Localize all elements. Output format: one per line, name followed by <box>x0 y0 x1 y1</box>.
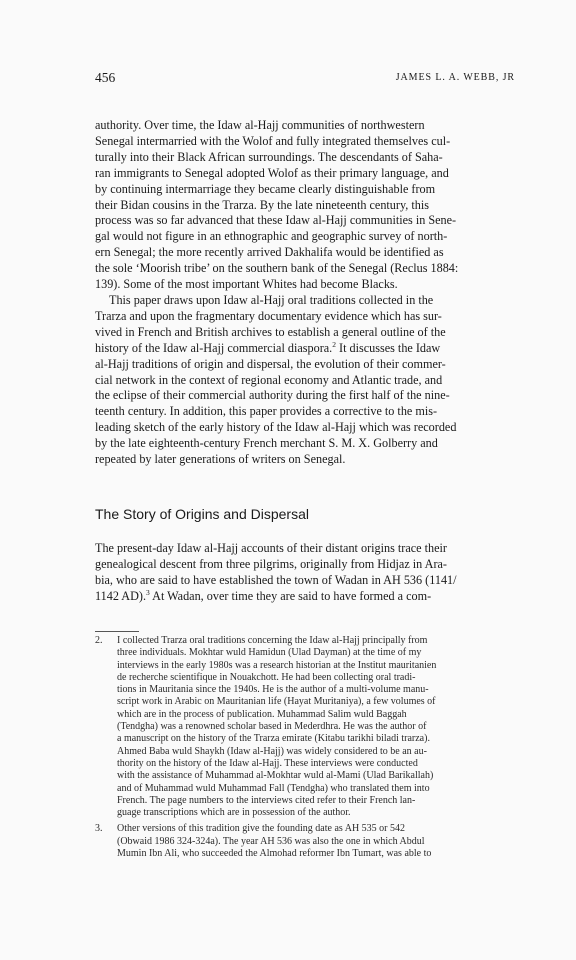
text-line: teenth century. In addition, this paper provides a corrective to the mis- <box>95 404 438 419</box>
text-line <box>95 589 517 605</box>
text-run: It discusses the Idaw <box>335 340 441 355</box>
footnote-line: (Obwaid 1986 324-324a). The year AH 536 was also the one in which Abdul <box>117 835 425 847</box>
text-line: The present-day Idaw al-Hajj accounts of their distant origins trace their <box>95 541 447 555</box>
footnote-line: which are in the process of publication. Muhammad Salim wuld Baggah <box>117 708 407 720</box>
footnote-line: and of Muhammad wuld Muhammad Fall (Tendgha) who translated them into <box>117 782 430 794</box>
footnote-number: 3. <box>95 823 103 835</box>
section-heading: The Story of Origins and Dispersal <box>95 506 309 522</box>
text-line: gal would not figure in an ethnographic and geographic survey of north- <box>95 229 448 244</box>
text-line: Senegal intermarried with the Wolof and fully integrated themselves cul- <box>95 133 451 148</box>
footnote-text: I collected Trarza oral traditions concerning the Idaw al-Hajj principally from <box>117 635 428 646</box>
footnote-number: 2. <box>95 635 103 646</box>
text-line: ran immigrants to Senegal adopted Wolof as their primary language, and <box>95 165 449 180</box>
text-run: history of the Idaw al-Hajj commercial diaspora. <box>95 340 333 355</box>
text-line: 139). Some of the most important Whites had become Blacks. <box>95 277 398 292</box>
footnote-line: a manuscript on the history of the Trarza emirate (Kitabu tarikhi biladi trarza). <box>117 733 430 745</box>
text-run: 1142 AD). <box>95 588 147 603</box>
footnote-line: French. The page numbers to the interviews cited refer to their French lan- <box>117 794 416 806</box>
footnote-line: with the assistance of Muhammad al-Mokhtar wuld al-Mami (Ulad Barikallah) <box>117 770 434 782</box>
paragraph-continued <box>95 118 517 293</box>
footnote-line: Ahmed Baba wuld Shaykh (Idaw al-Hajj) was widely considered to be an au- <box>117 745 427 757</box>
text-line: al-Hajj traditions of origin and dispersal, the evolution of their commer- <box>95 356 446 371</box>
text-line: ern Senegal; the more recently arrived Dakhalifa would be identified as <box>95 245 444 260</box>
paragraph-diaspora <box>95 293 517 468</box>
footnotes <box>95 635 520 860</box>
running-head-author: JAMES L. A. WEBB, JR <box>395 72 515 83</box>
footnote-line: guage transcriptions which are in possession of the author. <box>117 807 351 819</box>
text-line: their Bidan cousins in the Trarza. By the late nineteenth century, this <box>95 197 429 212</box>
text-line: turally into their Black African surroundings. The descendants of Saha- <box>95 149 443 164</box>
footnote-text: Other versions of this tradition give the founding date as AH 535 or 542 <box>117 823 406 835</box>
text-line: This paper draws upon Idaw al-Hajj oral traditions collected in the <box>109 292 434 307</box>
text-run: At Wadan, over time they are said to have formed a com- <box>149 588 432 603</box>
footnote-line: three individuals. Mokhtar wuld Hamidun (Ulad Dayman) at the time of my <box>117 647 422 659</box>
text-line: Trarza and upon the fragmentary documentary evidence which has sur- <box>95 308 442 323</box>
body-text <box>95 118 517 468</box>
text-line: vived in French and British archives to establish a general outline of the <box>95 324 446 339</box>
text-line: the sole ‘Moorish tribe’ on the southern bank of the Senegal (Reclus 1884: <box>95 261 459 276</box>
footnote-line: Mumin Ibn Ali, who succeeded the Almohad reformer Ibn Tumart, was able to <box>117 848 432 860</box>
text-line <box>95 341 517 357</box>
text-line: leading sketch of the early history of the Idaw al-Hajj which was recorded <box>95 420 457 435</box>
footnote-line: interviews in the early 1980s was a research historian at the Institut mauritanien <box>117 659 437 671</box>
text-line: the eclipse of their commercial authority during the first half of the nine- <box>95 388 450 403</box>
footnote-line: (Tendgha) was a renowned scholar based in Mederdhra. He was the author of <box>117 721 427 733</box>
footnote-line: thority on the history of the Idaw al-Hajj. These interviews were conducted <box>117 757 418 769</box>
text-line: by the late eighteenth-century French merchant S. M. X. Golberry and <box>95 436 438 451</box>
section-paragraph <box>95 541 517 605</box>
text-line: bia, who are said to have established the town of Wadan in AH 536 (1141/ <box>95 572 457 587</box>
footnote-line <box>95 823 520 835</box>
text-line: by continuing intermarriage they became clearly distinguishable from <box>95 181 436 196</box>
footnote-line: tions in Mauritania since the 1940s. He is the author of a multi-volume manu- <box>117 684 429 696</box>
text-line: authority. Over time, the Idaw al-Hajj communities of northwestern <box>95 118 425 132</box>
page-header <box>95 70 515 90</box>
text-line: genealogical descent from three pilgrims, originally from Hidjaz in Ara- <box>95 556 447 571</box>
text-line: repeated by later generations of writers on Senegal. <box>95 452 346 467</box>
page-number: 456 <box>95 70 116 85</box>
text-line: process was so far advanced that these Idaw al-Hajj communities in Sene- <box>95 213 457 228</box>
footnote-line <box>95 635 520 647</box>
footnote-separator <box>95 631 139 632</box>
text-line: cial network in the context of regional economy and Atlantic trade, and <box>95 372 443 387</box>
footnote-ref-3[interactable]: 3 <box>146 587 150 597</box>
footnote-ref-2[interactable]: 2 <box>332 339 336 349</box>
footnote-2 <box>95 635 520 819</box>
footnote-3 <box>95 823 520 860</box>
footnote-line: script work in Arabic on Mauritanian life (Hayat Muritaniya), a few volumes of <box>117 696 436 708</box>
footnote-line: de recherche scientifique in Nouakchott. He had been collecting oral tradi- <box>117 671 416 683</box>
